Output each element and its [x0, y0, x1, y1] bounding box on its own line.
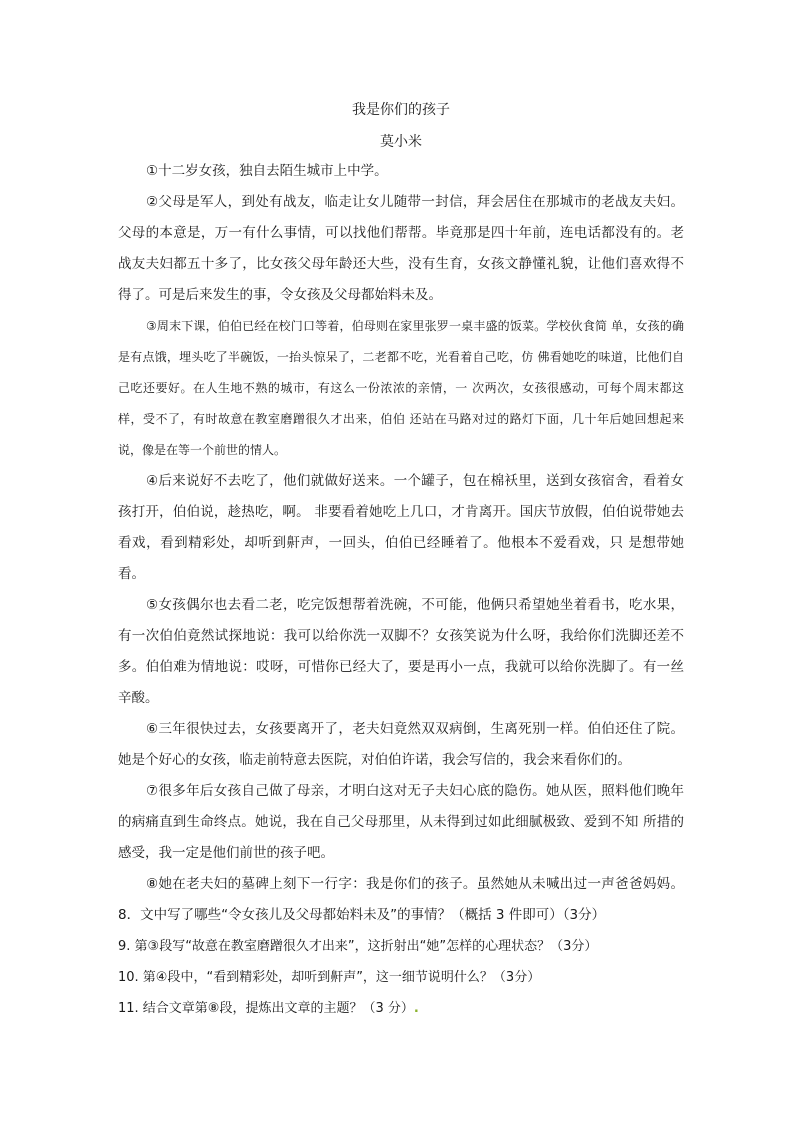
document-body: [118, 100, 684, 1024]
paragraph-2: ②父母是军人，到处有战友，临走让女儿随带一封信，拜会居住在那城市的老战友夫妇。 父母的本意是，万一有什么事情，可以找他们帮帮。毕竟那是四十年前，连电话都没有的。老战友夫妇都五十多了，比女孩父母年龄还大些，没有生育，女孩文静懂礼貌，让他们喜欢得不得了。可是后来发生的事，令女孩及父母都始料未及。: [118, 194, 684, 303]
paragraph-8-with-question-8: ⑧她在老夫妇的墓碑上刻下一行字：我是你们的孩子。虽然她从未喊出过一声爸爸妈妈。8．文中写了哪些“令女孩儿及父母都始料未及”的事情？（概括 3 件即可）（3分）: [118, 876, 684, 923]
paragraph-6: ⑥三年很快过去，女孩要离开了，老夫妇竟然双双病倒，生离死别一样。伯伯还住了院。 她是个好心的女孩，临走前特意去医院，对伯伯许诺，我会写信的，我会来看你们的。: [118, 721, 684, 768]
paragraph-1: ①十二岁女孩，独自去陌生城市上中学。: [146, 163, 388, 179]
paragraph-4: ④后来说好不去吃了，他们就做好送来。一个罐子，包在棉袄里，送到女孩宿舍，看着女孩打开，伯伯说，趁热吃，啊。 非要看着她吃上几口，才肯离开。国庆节放假，伯伯说带她去看戏，看到精彩处，却听到鼾声，一回头，伯伯已经睡着了。他根本不爱看戏，只 是想带她看。: [118, 473, 684, 582]
question-10: 10. 第④段中，“看到精彩处，却听到鼾声”，这一细节说明什么？（3分）: [118, 970, 541, 985]
article-author: 莫小米: [380, 134, 422, 150]
green-dot-marker: .: [413, 1001, 419, 1016]
question-11-text: 11. 结合文章第⑧段，提炼出文章的主题？（3 分）: [118, 1001, 414, 1016]
article-title: 我是你们的孩子: [352, 102, 450, 118]
question-9: 9. 第③段写“故意在教室磨蹭很久才出来”，这折射出“她”怎样的心理状态？（3分）: [118, 939, 598, 954]
paragraph-7: ⑦很多年后女孩自己做了母亲，才明白这对无子夫妇心底的隐伤。她从医，照料他们晚年的病痛直到生命终点。她说，我在自己父母那里，从未得到过如此细腻极致、爱到不知 所措的感受，我一定是他们前世的孩子吧。: [118, 783, 684, 861]
paragraph-3: ③周末下课，伯伯已经在校门口等着，伯母则在家里张罗一桌丰盛的饭菜。学校伙食简 单，女孩的确是有点饿，埋头吃了半碗饭，一抬头惊呆了，二老都不吃，光看着自己吃，仿 佛看她吃的味道，比他们自己吃还要好。在人生地不熟的城市，有这么一份浓浓的亲情，一 次两次，女孩很感动，可每个周末都这样，受不了，有时故意在教室磨蹭很久才出来，伯伯 还站在马路对过的路灯下面，几十年后她回想起来说，像是在等一个前世的情人。: [118, 319, 684, 457]
question-11: [118, 993, 684, 1024]
paragraph-5: ⑤女孩偶尔也去看二老，吃完饭想帮着洗碗，不可能，他俩只希望她坐着看书，吃水果， 有一次伯伯竟然试探地说：我可以给你洗一双脚不？女孩笑说为什么呀，我给你们洗脚还差不多。伯伯难为情地说：哎呀，可惜你已经大了，要是再小一点，我就可以给你洗脚了。有一丝辛酸。: [118, 597, 684, 706]
